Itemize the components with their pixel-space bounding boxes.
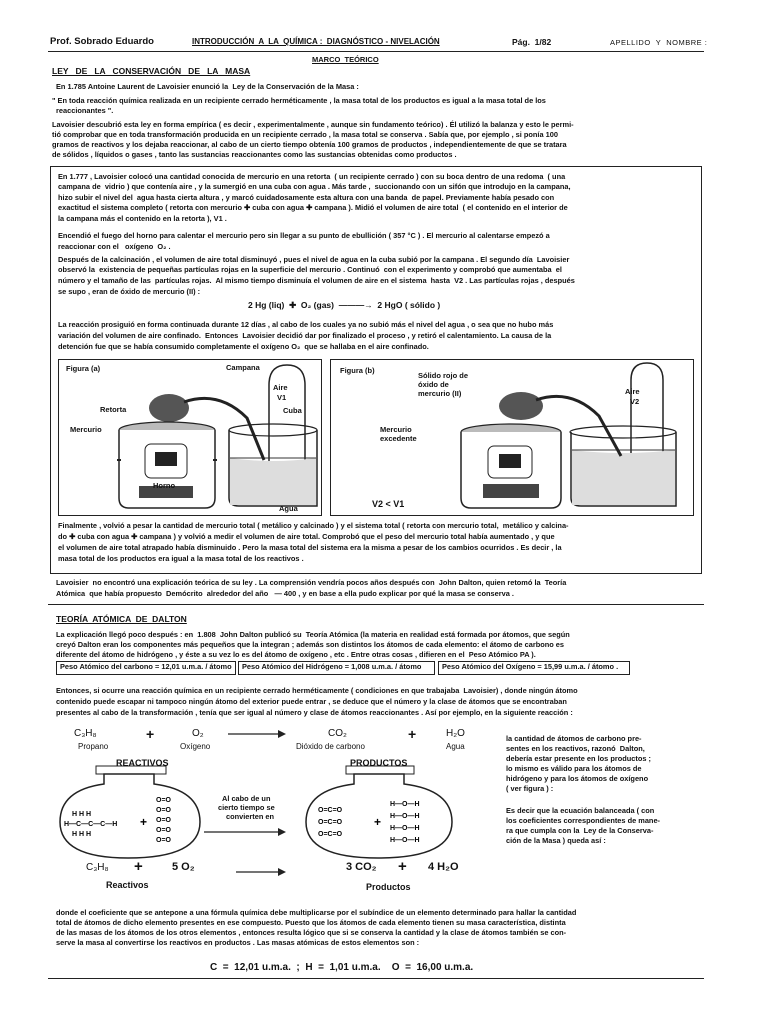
name-oxigeno: Oxígeno	[180, 742, 211, 751]
box-line: la campana más el contenido en la retorta ), V1 .	[58, 214, 227, 223]
label-aire-b: Aire	[625, 387, 640, 396]
side-text: hidrógeno y para los átomos de oxígeno	[506, 774, 649, 783]
figure-a-title: Figura (a)	[66, 364, 101, 373]
end-line: total de átomos de dicho elemento presentes en ese compuesto. Puesto que los átomos de cada elemento tienen su masa característica, distinta	[56, 918, 566, 927]
middle-text: convierten en	[226, 812, 275, 821]
law-quote-line1: " En toda reacción química realizada en un recipiente cerrado herméticamente , la masa total de los productos es igual a la masa total de los	[52, 96, 546, 105]
section-rule	[48, 604, 704, 605]
side-text: sentes en los reactivos, razonó Dalton,	[506, 744, 645, 753]
formula-co2: CO₂	[328, 728, 347, 739]
plus-sign: +	[146, 726, 155, 742]
dalton-line: creyó Dalton eran los componentes más pequeños que la integran ; además son distintos los átomos de cada elemento: el átomo de carbono es	[56, 640, 565, 649]
svg-text:O=C=O: O=C=O	[318, 831, 343, 838]
label-retorta: Retorta	[100, 405, 127, 414]
balanced-5o2: 5 O₂	[172, 861, 195, 873]
section-title-dalton: TEORÍA ATÓMICA DE DALTON	[56, 614, 187, 624]
author: Prof. Sobrado Eduardo	[50, 36, 154, 47]
end-line: de las masas de los átomos de los otros elementos , entonces resulta lógico que si se conserva la cantidad y la clase de átomos también se con-	[56, 928, 567, 937]
middle-text: Al cabo de un	[222, 794, 271, 803]
header-rule	[48, 51, 704, 52]
svg-text:H—O—H: H—O—H	[390, 837, 420, 844]
label-solido-3: mercurio (II)	[418, 389, 462, 398]
label-productos: Productos	[366, 882, 411, 892]
atomic-weight-oxygen-text: Peso Atómico del Oxígeno = 15,99 u.m.a. / átomo .	[442, 662, 619, 671]
box-line: Encendió el fuego del horno para calentar el mercurio pero sin llegar a su punto de ebullición ( 357 °C ) . El mercurio al calentarse empezó a	[58, 231, 550, 240]
svg-text:O=C=O: O=C=O	[318, 807, 343, 814]
middle-text: cierto tiempo se	[218, 803, 275, 812]
side-text: Es decir que la ecuación balanceada ( con	[506, 806, 655, 815]
box-line: do ✚ cuba con agua ✚ campana ) y volvió a medir el volumen de aire total. Comprobó que el peso del mercurio total había aumentado , y que	[58, 532, 555, 541]
label-mercurio-2: excedente	[380, 434, 417, 443]
svg-text:O=O: O=O	[156, 807, 171, 814]
box-line: hizo subir el nivel del agua hasta cierta altura , y marcó cuidadosamente esta altura con una banda de papel. Previamente había pesado con	[58, 193, 555, 202]
plus-sign: +	[134, 858, 143, 875]
plus-sign: +	[408, 726, 417, 742]
side-text: los coeficientes correspondientes de mane-	[506, 816, 661, 825]
mercury-equation: 2 Hg (liq) ✚ O₂ (gas) ———→ 2 HgO ( sólido )	[248, 300, 441, 310]
balanced-3co2: 3 CO₂	[346, 861, 377, 873]
box-line: se supo , eran de óxido de mercurio (II) :	[58, 287, 201, 296]
intro-text: En 1.785 Antoine Laurent de Lavoisier enunció la Ley de la Conservación de la Masa :	[56, 82, 359, 91]
svg-text:H—O—H: H—O—H	[390, 813, 420, 820]
box-line: La reacción prosiguió en forma continuada durante 12 días , al cabo de los cuales ya no subió más el nivel del agua , o sea que no hubo más	[58, 320, 554, 329]
label-horno: Horno	[153, 481, 176, 490]
svg-text:H H H: H H H	[72, 831, 92, 838]
box-line: En 1.777 , Lavoisier colocó una cantidad conocida de mercurio en una retorta ( un recipiente cerrado ) con su boca dentro de una redoma ( una	[58, 172, 566, 181]
side-text: debería estar presente en los productos ;	[506, 754, 651, 763]
figure-b-title: Figura (b)	[340, 366, 375, 375]
plus-sign: +	[398, 858, 407, 875]
dalton-line: presentes al cabo de la transformación , tenía que ser igual al número y clase de átomos reaccionantes . Así por ejemplo, en la siguiente reacción :	[56, 708, 573, 717]
paragraph-line: de sólidos , líquidos o gases , tanto las sustancias reaccionantes como las sustancias obtenidas como productos .	[52, 150, 457, 159]
end-line: donde el coeficiente que se antepone a una fórmula química debe multiplicarse por el subíndice de un elemento determinado para hallar la cantidad	[56, 908, 577, 917]
label-campana: Campana	[226, 363, 260, 372]
formula-h2o: H₂O	[446, 728, 465, 739]
label-mercurio: Mercurio	[70, 425, 102, 434]
svg-text:O=O: O=O	[156, 797, 171, 804]
side-text: la cantidad de átomos de carbono pre-	[506, 734, 642, 743]
side-text: ción de la Masa ) queda así :	[506, 836, 606, 845]
svg-text:H H H: H H H	[72, 811, 92, 818]
box-line: Después de la calcinación , el volumen de aire total disminuyó , pues el nivel de agua en la cuba subió por la campana . El segundo día Lavoisier	[58, 255, 570, 264]
svg-text:O=O: O=O	[156, 817, 171, 824]
page-number: Pág. 1/82	[512, 37, 552, 47]
label-reactivos: Reactivos	[106, 880, 149, 890]
svg-text:O=C=O: O=C=O	[318, 819, 343, 826]
atomic-masses: C = 12,01 u.m.a. ; H = 1,01 u.m.a. O = 16,00 u.m.a.	[210, 962, 474, 973]
box-line: exactitud el sistema completo ( retorta con mercurio ✚ cuba con agua ✚ campana ). Midió el volumen de aire total ( el contenido en el interior de	[58, 203, 568, 212]
side-text: lo mismo es válido para los átomos de	[506, 764, 642, 773]
atomic-weight-carbon-text: Peso Atómico del carbono = 12,01 u.m.a. / átomo	[60, 662, 232, 671]
svg-text:+: +	[140, 815, 148, 829]
svg-text:O=O: O=O	[156, 827, 171, 834]
svg-text:H—O—H: H—O—H	[390, 825, 420, 832]
label-v2: V2	[630, 397, 640, 406]
section-title-lavoisier: LEY DE LA CONSERVACIÓN DE LA MASA	[52, 66, 251, 76]
course-title: INTRODUCCIÓN A LA QUÍMICA : DIAGNÓSTICO - NIVELACIÓN	[192, 37, 440, 46]
atomic-weight-hydrogen-text: Peso Atómico del Hidrógeno = 1,008 u.m.a. / átomo	[242, 662, 422, 671]
footer-rule	[48, 978, 704, 979]
label-mercurio-1: Mercurio	[380, 425, 412, 434]
box-line: Finalmente , volvió a pesar la cantidad de mercurio total ( metálico y calcinado ) y el sistema total ( retorta con mercurio total, metálico y calcina-	[58, 521, 569, 530]
productos-heading: PRODUCTOS	[350, 758, 408, 768]
label-v1: V1	[277, 393, 287, 402]
dalton-line: Entonces, si ocurre una reacción química en un recipiente cerrado herméticamente ( condiciones en que trabajaba Lavoisier) , donde ningún átomo	[56, 686, 578, 695]
name-propano: Propano	[78, 742, 109, 751]
label-cuba: Cuba	[283, 406, 302, 415]
label-solido-1: Sólido rojo de	[418, 371, 468, 380]
box-line: el volumen de aire total atrapado había disminuido . Pero la masa total del sistema era la misma a pesar de los cambios ocurridos . Es decir , la	[58, 543, 562, 552]
box-line: variación del volumen de aire confinado. Entonces Lavoisier decidió dar por finalizado el proceso , y retiró el calentamiento. La causa de la	[58, 331, 552, 340]
paragraph-line: tió comprobar que en toda transformación producida en un recipiente cerrado , la masa total se conserva . Sabía que, por ejemplo , si ponía 100	[52, 130, 558, 139]
paragraph-line: Lavoisier descubrió esta ley en forma empírica ( es decir , experimentalmente , aunque sin fundamento teórico) . Él utilizó la balanza y esto le permi-	[52, 120, 574, 129]
svg-text:+: +	[374, 815, 382, 829]
name-dioxido: Dióxido de carbono	[296, 742, 365, 751]
label-aire: Aire	[273, 383, 288, 392]
name-agua: Agua	[446, 742, 465, 751]
svg-text:H—C—C—C—H: H—C—C—C—H	[64, 821, 118, 828]
box-line: detención fue que se había consumido completamente el oxígeno O₂ que se hallaba en el aire confinado.	[58, 342, 429, 351]
box-line: observó la existencia de pequeñas partículas rojas en la superficie del mercurio . Continuó con el experimento y comprobó que aumentaba el	[58, 265, 562, 274]
paragraph-line: gramos de reactivos y los dejaba reaccionar, al cabo de un cierto tiempo obtenía 100 gramos de productos , independientemente de que se tratara	[52, 140, 567, 149]
reactivos-heading: REACTIVOS	[116, 758, 169, 768]
volume-relation: V2 < V1	[372, 499, 405, 509]
name-field: APELLIDO Y NOMBRE :	[610, 38, 708, 47]
box-line: masa total de los productos era igual a la masa total de los reactivos .	[58, 554, 304, 563]
dalton-line: contenido puede escapar ni tampoco ningún átomo del exterior puede entrar , se deduce que el número y la clase de átomos que se encontraban	[56, 697, 567, 706]
side-text: ra que cumpla con la Ley de la Conserva-	[506, 826, 654, 835]
law-quote-line2: reaccionantes ".	[56, 106, 114, 115]
formula-o2: O₂	[192, 728, 204, 739]
svg-text:O=O: O=O	[156, 837, 171, 844]
after-line: Lavoisier no encontró una explicación teórica de su ley . La comprensión vendría pocos años después con John Dalton, quien retomó la Teoría	[56, 578, 567, 587]
balanced-4h2o: 4 H₂O	[428, 861, 459, 873]
svg-text:H—O—H: H—O—H	[390, 801, 420, 808]
box-line: campana de vidrio ) que contenía aire , y la sumergió en una cuba con agua . Más tarde , succionando con un sifón que introdujo en la campana,	[58, 182, 571, 191]
after-line: Atómica que había propuesto Demócrito alrededor del año — 400 , y en base a ella pudo explicar por qué la masa se conserva .	[56, 589, 514, 598]
label-solido-2: óxido de	[418, 380, 449, 389]
formula-c3h8: C₃H₈	[74, 728, 97, 739]
dalton-line: diferente del átomo de hidrógeno , y éste a su vez lo es del átomo de oxígeno , etc . Entre otras cosas , difieren en el Peso Atómico PA ).	[56, 650, 536, 659]
dalton-line: La explicación llegó poco después : en 1.808 John Dalton publicó su Teoría Atómica (la materia en realidad está formada por átomos, que según	[56, 630, 570, 639]
end-line: serve la masa al convertirse los reactivos en productos . Las masas atómicas de estos elementos son :	[56, 938, 420, 947]
box-line: reaccionar con el oxígeno O₂ .	[58, 242, 171, 251]
label-agua: Agua	[279, 504, 298, 513]
box-line: número y el tamaño de las partículas rojas. Al mismo tiempo disminuía el volumen de aire en el sistema hasta V2 . Las partículas rojas , después	[58, 276, 575, 285]
marco-teorico: MARCO TEÓRICO	[312, 55, 379, 64]
side-text: ( ver figura ) :	[506, 784, 554, 793]
balanced-c3h8: C₃H₈	[86, 862, 109, 873]
